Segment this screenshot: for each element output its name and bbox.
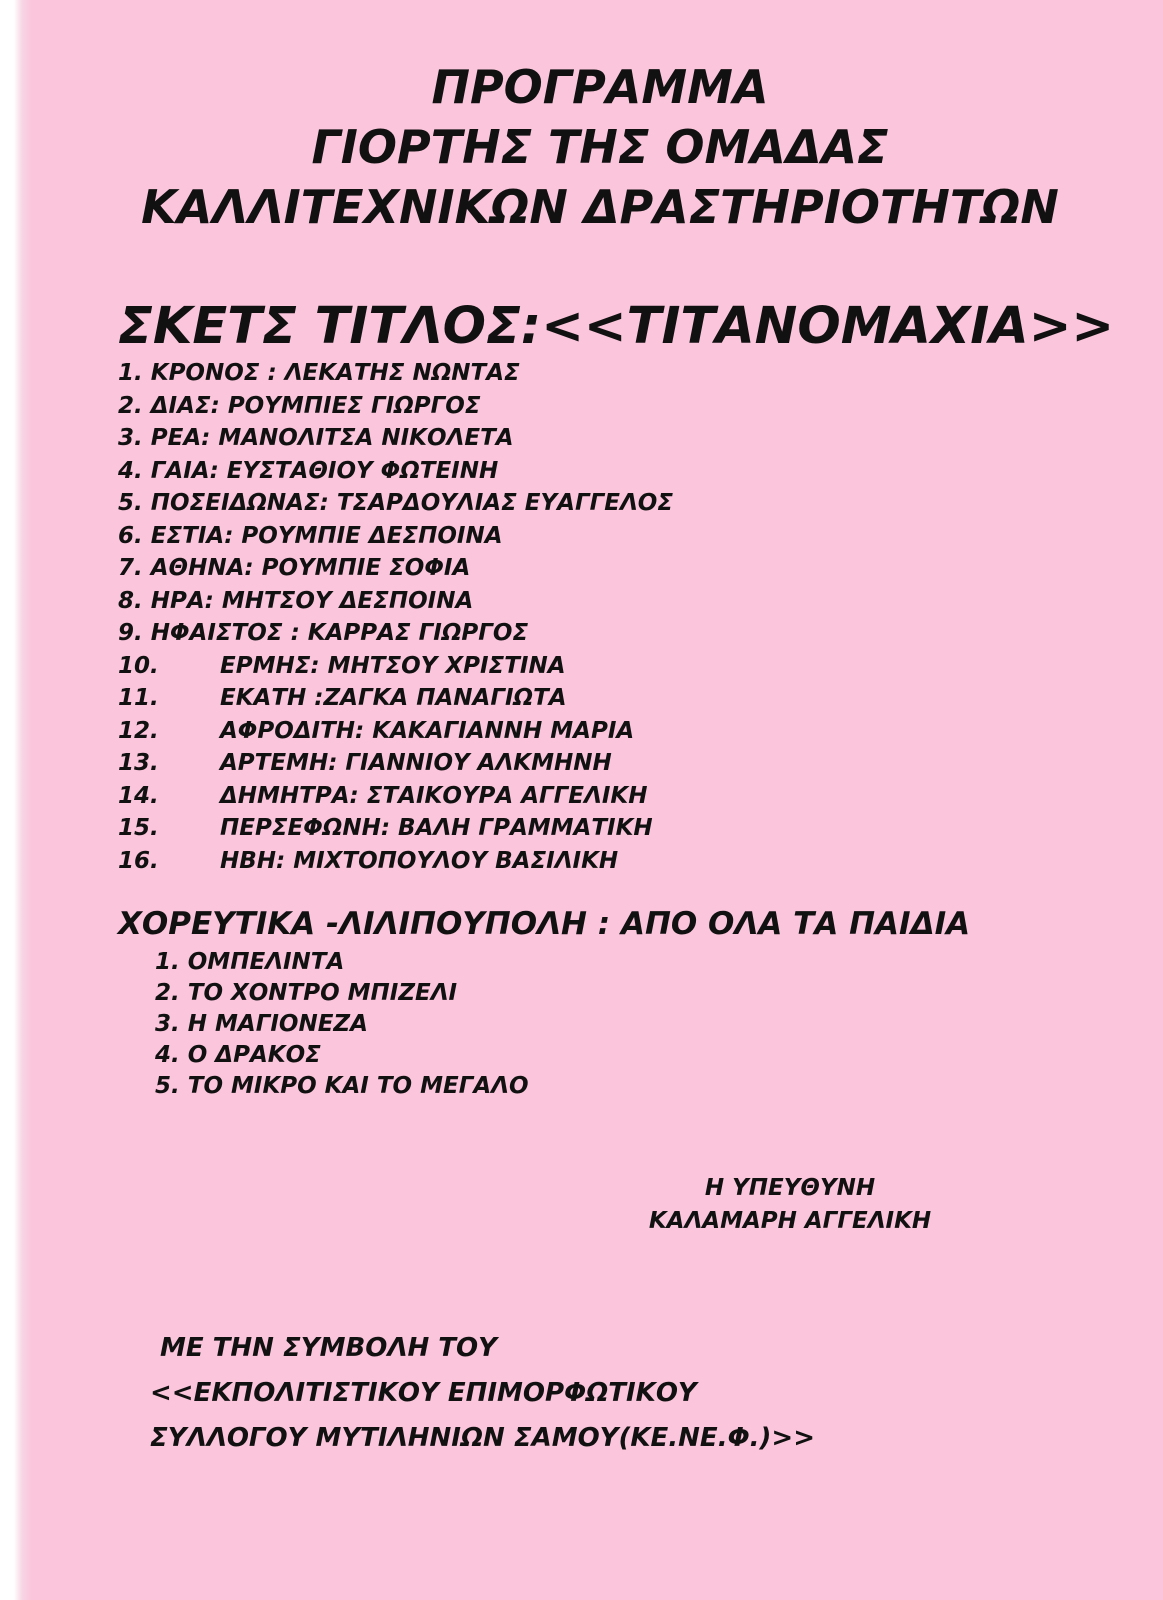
cast-item xyxy=(118,812,673,845)
cast-item xyxy=(118,390,673,423)
cast-number: 1. xyxy=(118,360,143,386)
event-title: ΓΙΟΡΤΗΣ ΤΗΣ ΟΜΑΔΑΣ xyxy=(311,120,889,174)
cast-text: ΗΦΑΙΣΤΟΣ : ΚΑΡΡΑΣ ΓΙΩΡΓΟΣ xyxy=(150,620,529,646)
dance-text: ΟΜΠΕΛΙΝΤΑ xyxy=(187,949,345,975)
cast-item xyxy=(118,715,673,748)
cast-text: ΑΦΡΟΔΙΤΗ: ΚΑΚΑΓΙΑΝΝΗ ΜΑΡΙΑ xyxy=(220,717,635,744)
cast-item xyxy=(118,780,673,813)
cast-text: ΡΕΑ: ΜΑΝΟΛΙΤΣΑ ΝΙΚΟΛΕΤΑ xyxy=(150,425,514,451)
cast-number: 8. xyxy=(118,587,143,614)
dance-number: 2. xyxy=(155,980,180,1006)
dance-number: 1. xyxy=(155,949,180,975)
cast-text: ΠΟΣΕΙΔΩΝΑΣ: ΤΣΑΡΔΟΥΛΙΑΣ ΕΥΑΓΓΕΛΟΣ xyxy=(150,490,674,516)
cast-text: ΕΚΑΤΗ :ΖΑΓΚΑ ΠΑΝΑΓΙΩΤΑ xyxy=(220,685,567,711)
cast-text: ΗΡΑ: ΜΗΤΣΟΥ ΔΕΣΠΟΙΝΑ xyxy=(150,587,474,614)
cast-text: ΔΙΑΣ: ΡΟΥΜΠΙΕΣ ΓΙΩΡΓΟΣ xyxy=(150,392,481,419)
cast-text: ΕΡΜΗΣ: ΜΗΤΣΟΥ ΧΡΙΣΤΙΝΑ xyxy=(220,652,566,679)
contribution-line-3: ΣΥΛΛΟΓΟΥ ΜΥΤΙΛΗΝΙΩΝ ΣΑΜΟΥ(ΚΕ.ΝΕ.Φ.)>> xyxy=(150,1423,816,1453)
cast-text: ΠΕΡΣΕΦΩΝΗ: ΒΑΛΗ ΓΡΑΜΜΑΤΙΚΗ xyxy=(220,815,653,841)
cast-number: 11. xyxy=(118,685,159,711)
dance-item xyxy=(155,947,529,978)
cast-number: 9. xyxy=(118,620,143,646)
cast-item xyxy=(118,455,673,488)
responsible-name: ΚΑΛΑΜΑΡΗ ΑΓΓΕΛΙΚΗ xyxy=(648,1208,932,1234)
cast-text: ΗΒΗ: ΜΙΧΤΟΠΟΥΛΟΥ ΒΑΣΙΛΙΚΗ xyxy=(220,847,619,874)
skit-heading: ΣΚΕΤΣ ΤΙΤΛΟΣ:<<ΤΙΤΑΝΟΜΑΧΙΑ>> xyxy=(118,297,1115,356)
responsible-role: Η ΥΠΕΥΘΥΝΗ xyxy=(704,1175,876,1201)
scan-edge-shadow xyxy=(0,0,32,1600)
cast-text: ΑΡΤΕΜΗ: ΓΙΑΝΝΙΟΥ ΑΛΚΜΗΝΗ xyxy=(220,750,612,776)
cast-item xyxy=(118,650,673,683)
cast-number: 12. xyxy=(118,717,159,744)
cast-number: 7. xyxy=(118,555,143,581)
cast-text: ΓΑΙΑ: ΕΥΣΤΑΘΙΟΥ ΦΩΤΕΙΝΗ xyxy=(150,457,499,484)
cast-item xyxy=(118,845,673,878)
cast-number: 10. xyxy=(118,652,159,679)
contribution-line-1: ΜΕ ΤΗΝ ΣΥΜΒΟΛΗ ΤΟΥ xyxy=(160,1333,497,1363)
cast-item xyxy=(118,682,673,715)
dance-list xyxy=(155,947,529,1102)
cast-text: ΚΡΟΝΟΣ : ΛΕΚΑΤΗΣ ΝΩΝΤΑΣ xyxy=(150,360,520,386)
cast-item xyxy=(118,520,673,553)
cast-item xyxy=(118,747,673,780)
cast-number: 16. xyxy=(118,847,159,874)
cast-number: 5. xyxy=(118,490,143,516)
dance-item xyxy=(155,1009,529,1040)
group-title: ΚΑΛΛΙΤΕΧΝΙΚΩΝ ΔΡΑΣΤΗΡΙΟΤΗΤΩΝ xyxy=(141,180,1059,234)
cast-number: 3. xyxy=(118,425,143,451)
cast-number: 6. xyxy=(118,522,143,549)
cast-item xyxy=(118,585,673,618)
cast-number: 13. xyxy=(118,750,159,776)
dance-text: ΤΟ ΜΙΚΡΟ ΚΑΙ ΤΟ ΜΕΓΑΛΟ xyxy=(187,1073,529,1099)
cast-list xyxy=(118,357,673,877)
dance-number: 5. xyxy=(155,1073,180,1099)
cast-number: 2. xyxy=(118,392,143,419)
cast-item xyxy=(118,617,673,650)
dance-text: Η ΜΑΓΙΟΝΕΖΑ xyxy=(187,1011,368,1037)
cast-text: ΔΗΜΗΤΡΑ: ΣΤΑΙΚΟΥΡΑ ΑΓΓΕΛΙΚΗ xyxy=(220,782,648,809)
cast-number: 15. xyxy=(118,815,159,841)
dances-heading: ΧΟΡΕΥΤΙΚΑ -ΛΙΛΙΠΟΥΠΟΛΗ : ΑΠΟ ΟΛΑ ΤΑ ΠΑΙΔΙΑ xyxy=(118,906,971,942)
contribution-line-2: <<ΕΚΠΟΛΙΤΙΣΤΙΚΟΥ ΕΠΙΜΟΡΦΩΤΙΚΟΥ xyxy=(150,1378,697,1408)
cast-item xyxy=(118,487,673,520)
dance-item xyxy=(155,1071,529,1102)
dance-item xyxy=(155,1040,529,1071)
cast-item xyxy=(118,357,673,390)
dance-number: 3. xyxy=(155,1011,180,1037)
dance-text: Ο ΔΡΑΚΟΣ xyxy=(187,1042,321,1068)
dance-number: 4. xyxy=(155,1042,180,1068)
cast-item xyxy=(118,552,673,585)
cast-number: 4. xyxy=(118,457,143,484)
cast-number: 14. xyxy=(118,782,159,809)
cast-text: ΑΘΗΝΑ: ΡΟΥΜΠΙΕ ΣΟΦΙΑ xyxy=(150,555,471,581)
dance-text: ΤΟ ΧΟΝΤΡΟ ΜΠΙΖΕΛΙ xyxy=(187,980,458,1006)
dance-item xyxy=(155,978,529,1009)
program-title: ΠΡΟΓΡΑΜΜΑ xyxy=(431,60,769,114)
cast-text: ΕΣΤΙΑ: ΡΟΥΜΠΙΕ ΔΕΣΠΟΙΝΑ xyxy=(150,522,503,549)
cast-item xyxy=(118,422,673,455)
